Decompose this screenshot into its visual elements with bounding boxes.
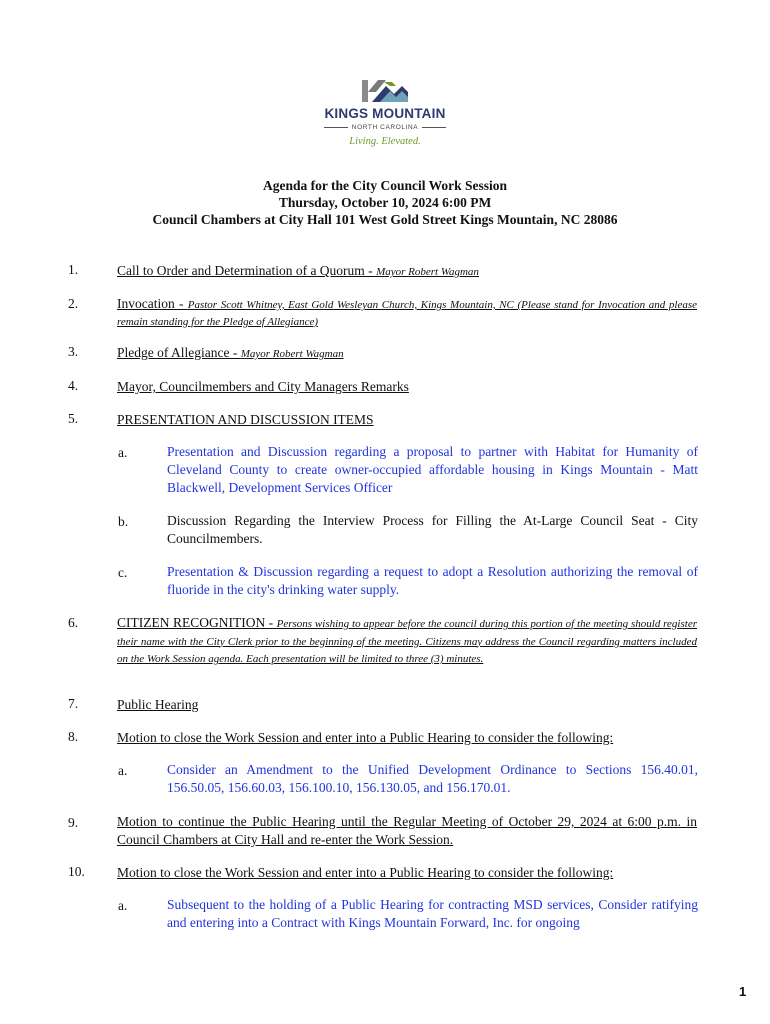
header-location: Council Chambers at City Hall 101 West Gold Street Kings Mountain, NC 28086 [152, 212, 618, 227]
item-number: 2. [68, 296, 79, 311]
item-number: 1. [68, 262, 79, 277]
sub-item-letter: b. [118, 514, 129, 529]
agenda-item-10 [117, 864, 697, 882]
item-number: 5. [68, 411, 79, 426]
agenda-item-5 [117, 411, 697, 429]
item-text: Motion to close the Work Session and enter into a Public Hearing to consider the following: [117, 730, 614, 745]
item-text: Pledge of Allegiance - [117, 345, 241, 360]
item-number: 3. [68, 344, 79, 359]
header-title: Agenda for the City Council Work Session [262, 178, 508, 193]
sub-item-5b: Discussion Regarding the Interview Process for Filling the At-Large Council Seat - City Councilmembers. [167, 513, 698, 546]
item-italic: Pastor Scott Whitney, East Gold Wesleyan Church, Kings Mountain, NC (Please stand for Invocation and please remain standing for the Pledge of Allegiance) [117, 299, 697, 328]
agenda-item-4 [117, 378, 697, 396]
item-text: Motion to close the Work Session and enter into a Public Hearing to consider the following: [117, 865, 614, 880]
item-italic: Persons wishing to appear before the council during this portion of the meeting should register their name with the City Clerk prior to the beginning of the meeting. Citizens may address the Council regarding matters included on the Work Session agenda. Each presentation will be limited to three (3) minutes. [117, 618, 697, 665]
sub-item-8a[interactable]: Consider an Amendment to the Unified Development Ordinance to Sections 156.40.01, 156.50.05, 156.60.03, 156.100.10, 156.130.05, and 156.170.01. [167, 762, 698, 795]
item-text: Call to Order and Determination of a Quorum - [117, 263, 377, 278]
agenda-item-1 [117, 262, 697, 282]
item-text: Mayor, Councilmembers and City Managers Remarks [117, 379, 409, 394]
agenda-item-2 [117, 296, 697, 330]
logo-title: KINGS MOUNTAIN [324, 106, 446, 121]
agenda-item-9 [117, 813, 697, 849]
sub-item-5a[interactable]: Presentation and Discussion regarding a proposal to partner with Habitat for Humanity of Cleveland County to create owner-occupied affordable housing in Kings Mountain - Matt Blackwell, Development Services Officer [167, 444, 698, 495]
item-text: CITIZEN RECOGNITION - [117, 615, 277, 630]
logo-subtitle-text: NORTH CAROLINA [351, 124, 419, 131]
sub-item-letter: a. [118, 763, 128, 778]
mountain-logo-icon [362, 78, 408, 104]
page-number: 1 [739, 984, 747, 999]
sub-item-letter: a. [118, 445, 128, 460]
sub-item-5c[interactable]: Presentation & Discussion regarding a request to adopt a Resolution authorizing the removal of fluoride in the city's drinking water supply. [167, 564, 698, 597]
agenda-header [0, 177, 770, 228]
item-number: 8. [68, 729, 79, 744]
item-number: 4. [68, 378, 79, 393]
agenda-item-8 [117, 729, 697, 747]
header-date: Thursday, October 10, 2024 6:00 PM [278, 195, 492, 210]
agenda-item-3 [117, 344, 697, 364]
item-number: 9. [68, 815, 79, 830]
item-italic: Mayor Robert Wagman [240, 348, 344, 360]
item-text: PRESENTATION AND DISCUSSION ITEMS [117, 412, 374, 427]
agenda-item-7 [117, 696, 697, 714]
sub-item-letter: c. [118, 565, 128, 580]
item-number: 7. [68, 696, 79, 711]
item-text: Invocation - [117, 296, 188, 311]
sub-item-10a[interactable]: Subsequent to the holding of a Public Hearing for contracting MSD services, Consider ratifying and entering into a Contract with Kings Mountain Forward, Inc. for ongoing [167, 897, 698, 930]
city-logo [310, 76, 460, 152]
item-text: Public Hearing [117, 697, 199, 712]
item-number: 6. [68, 615, 79, 630]
logo-tagline: Living. Elevated. [349, 136, 421, 147]
logo-subtitle [310, 124, 460, 131]
item-italic: Mayor Robert Wagman [376, 266, 479, 278]
item-text: Motion to continue the Public Hearing until the Regular Meeting of October 29, 2024 at 6:00 p.m. in Council Chambers at City Hall and re-enter the Work Session. [117, 814, 697, 847]
agenda-item-6 [117, 615, 697, 668]
sub-item-letter: a. [118, 898, 128, 913]
item-number: 10. [68, 864, 85, 879]
